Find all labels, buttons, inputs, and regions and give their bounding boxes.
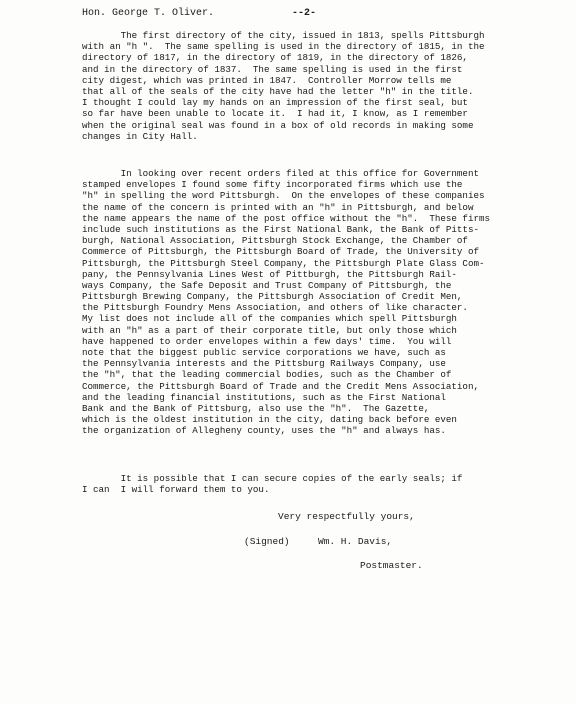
text-line: I can I will forward them to you. — [82, 484, 270, 496]
signer-name: Wm. H. Davis, — [318, 536, 393, 547]
text-line: have happened to order envelopes within a few days' time. You will — [82, 335, 452, 347]
text-line: directory of 1817, in the directory of 1819, in the directory of 1826, — [82, 52, 468, 64]
text-line: The first directory of the city, issued in 1813, spells Pittsburgh — [82, 30, 485, 41]
text-line: that all of the seals of the city have had the letter "h" in the title. — [82, 85, 474, 97]
text-line: and in the directory of 1837. The same spelling is used in the first — [82, 63, 463, 75]
text-line: the Pittsburgh Foundry Mens Association, and others of like character. — [82, 302, 468, 314]
text-line: "h" in spelling the word Pittsburgh. On the envelopes of these companies — [82, 190, 485, 202]
signer-title: Postmaster. — [360, 560, 423, 571]
letter-header — [82, 7, 522, 21]
text-line: include such institutions as the First National Bank, the Bank of Pitts- — [82, 223, 479, 235]
text-line: I thought I could lay my hands on an impression of the first seal, but — [82, 97, 468, 109]
page-number: --2- — [292, 8, 317, 19]
complimentary-close: Very respectfully yours, — [278, 511, 415, 522]
text-line: the organization of Allegheny county, uses the "h" and always has. — [82, 425, 446, 437]
text-line: so far have been unable to locate it. I had it, I know, as I remember — [82, 108, 468, 120]
paragraph-directory-spelling — [82, 30, 530, 142]
text-line: note that the biggest public service corporations we have, such as — [82, 347, 446, 358]
text-line: Pittsburgh, the Pittsburgh Steel Company, the Pittsburgh Plate Glass Com- — [82, 257, 485, 269]
text-line: the "h", that the leading commercial bodies, such as the Chamber of — [82, 369, 452, 381]
text-line: My list does not include all of the companies which spell Pittsburgh — [82, 313, 457, 325]
text-line: Commerce, the Pittsburgh Board of Trade and the Credit Mens Association, — [82, 380, 479, 392]
text-line: burgh, National Association, Pittsburgh Stock Exchange, the Chamber of — [82, 235, 468, 247]
text-line: when the original seal was found in a box of old records in making some — [82, 119, 474, 131]
text-line: Pittsburgh Brewing Company, the Pittsburgh Association of Credit Men, — [82, 291, 463, 303]
text-line: which is the oldest institution in the city, dating back before even — [82, 414, 457, 426]
text-line: city digest, which was printed in 1847. Controller Morrow tells me — [82, 74, 452, 86]
text-line: stamped envelopes I found some fifty incorporated firms which use the — [82, 179, 463, 191]
text-line: ways Company, the Safe Deposit and Trust Company of Pittsburgh, the — [82, 279, 452, 291]
text-line: pany, the Pennsylvania Lines West of Pittburgh, the Pittsburgh Rail- — [82, 268, 457, 280]
text-line: with an "h" as a part of their corporate title, but only those which — [82, 324, 457, 336]
text-line: the name appears the name of the post office without the "h". These firms — [82, 212, 490, 224]
text-line: the Pennsylvania interests and the Pittsburg Railways Company, use — [82, 358, 446, 370]
text-line: with an "h ". The same spelling is used in the directory of 1815, in the — [82, 41, 485, 53]
paragraph-firms-list — [82, 168, 530, 437]
signed-note: (Signed) — [244, 536, 290, 547]
text-line: It is possible that I can secure copies of the early seals; if — [82, 473, 463, 484]
addressee-line: Hon. George T. Oliver. — [82, 8, 215, 19]
text-line: the name of the concern is printed with an "h" in Pittsburgh, and below — [82, 201, 474, 213]
paragraph-seal-copies — [82, 473, 530, 495]
text-line: Bank and the Bank of Pittsburg, also use the "h". The Gazette, — [82, 402, 430, 414]
text-line: and the leading financial institutions, such as the First National — [82, 391, 446, 403]
text-line: In looking over recent orders filed at this office for Government — [82, 168, 479, 179]
text-line: changes in City Hall. — [82, 130, 198, 142]
text-line: Commerce of Pittsburgh, the Pittsburgh Board of Trade, the University of — [82, 246, 479, 258]
